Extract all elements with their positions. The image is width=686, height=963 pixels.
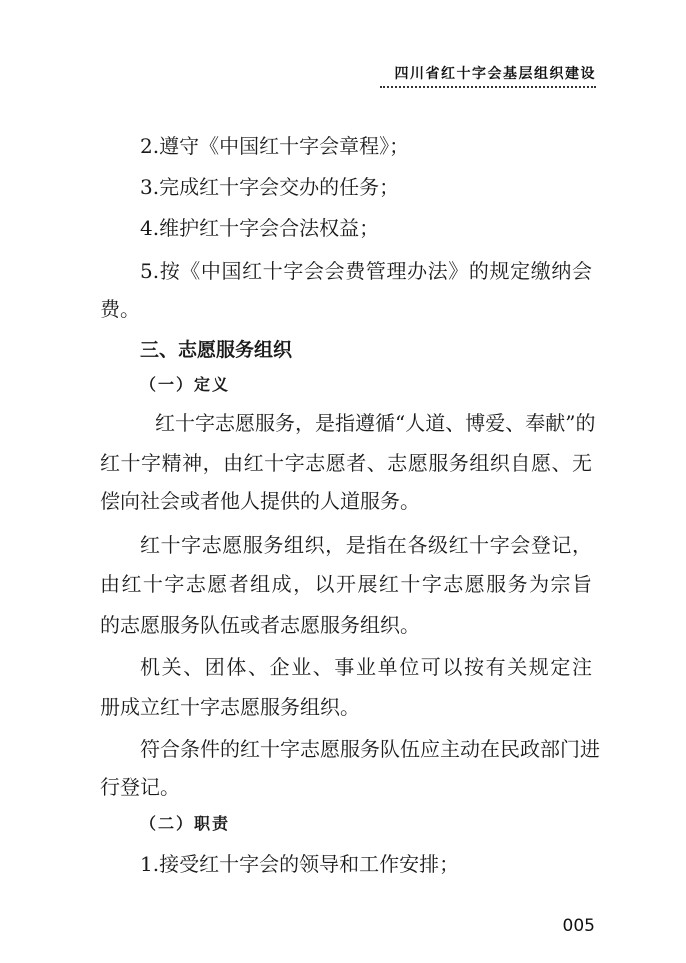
paragraph-2-line1: 红十字志愿服务组织，是指在各级红十字会登记， <box>140 533 592 557</box>
paragraph-4-line2: 行登记。 <box>100 775 180 799</box>
page-number: 005 <box>562 916 595 936</box>
duty-item-1: 1.接受红十字会的领导和工作安排； <box>140 852 460 876</box>
section-heading: 三、志愿服务组织 <box>140 339 293 361</box>
paragraph-1-line2: 红十字精神，由红十字志愿者、志愿服务组织自愿、无 <box>100 451 592 475</box>
paragraph-3-line1: 机关、团体、企业、事业单位可以按有关规定注 <box>140 655 592 679</box>
paragraph-3-line2: 册成立红十字志愿服务组织。 <box>100 695 360 719</box>
paragraph-4-line1: 符合条件的红十字志愿服务队伍应主动在民政部门进 <box>140 737 600 761</box>
paragraph-2-line2: 由红十字志愿者组成，以开展红十字志愿服务为宗旨 <box>100 572 592 596</box>
running-header: 四川省红十字会基层组织建设 <box>394 66 596 82</box>
subsection-heading-definition: （一）定义 <box>140 375 231 394</box>
paragraph-1-line1: 红十字志愿服务，是指遵循“人道、博爱、奉献”的 <box>155 411 596 435</box>
paragraph-2-line3: 的志愿服务队伍或者志愿服务组织。 <box>100 613 420 637</box>
list-item-5-line2: 费。 <box>100 297 140 321</box>
paragraph-1-line3: 偿向社会或者他人提供的人道服务。 <box>100 489 420 513</box>
subsection-heading-duties: （二）职责 <box>140 814 231 833</box>
list-item-3: 3.完成红十字会交办的任务； <box>140 175 400 199</box>
list-item-4: 4.维护红十字会合法权益； <box>140 216 380 240</box>
list-item-5-line1: 5.按《中国红十字会会费管理办法》的规定缴纳会 <box>140 259 592 283</box>
header-dotted-rule <box>380 86 596 88</box>
list-item-2: 2.遵守《中国红十字会章程》； <box>140 134 410 158</box>
